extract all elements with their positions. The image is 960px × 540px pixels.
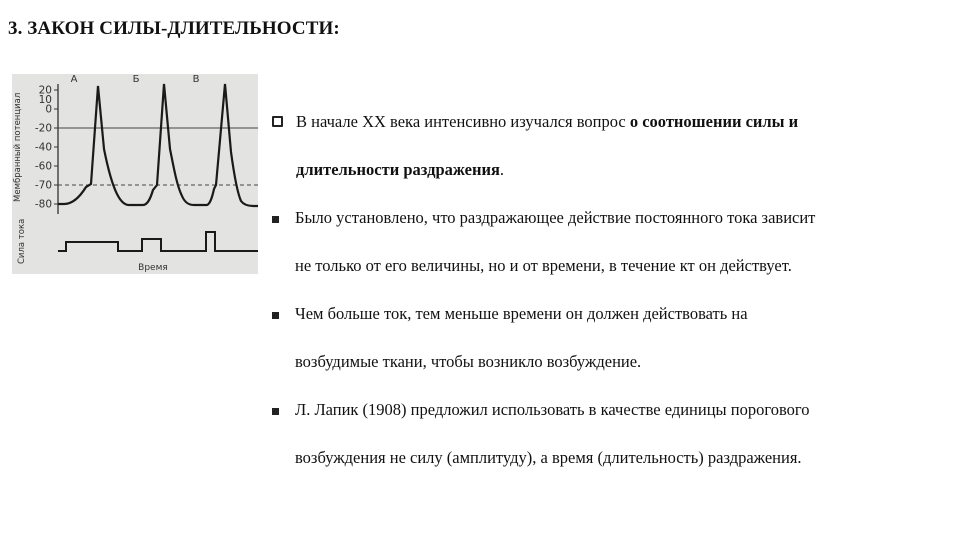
checkbox-bullet-icon — [272, 98, 283, 146]
square-bullet-icon — [272, 290, 279, 338]
y-tick-label: -60 — [34, 160, 52, 173]
paragraph-intro — [272, 98, 952, 194]
slide-content — [272, 98, 952, 482]
strength-duration-figure — [12, 74, 258, 274]
p1-line2-end: . — [499, 160, 505, 179]
p1-line1-bold: о соотношении силы и — [629, 112, 799, 131]
column-label-b: Б — [132, 74, 140, 85]
x-axis-label: Время — [138, 263, 168, 273]
y-tick-label: 0 — [45, 103, 52, 116]
p3-line1: Чем больше ток, тем меньше времени он должен действовать на — [295, 304, 748, 323]
slide-title: 3. ЗАКОН СИЛЫ-ДЛИТЕЛЬНОСТИ: — [8, 18, 340, 39]
column-label-c: В — [192, 74, 200, 85]
p2-line1: Было установлено, что раздражающее действие постоянного тока зависит — [295, 208, 816, 227]
figure-svg — [12, 74, 258, 274]
paragraph-relation — [272, 290, 952, 386]
square-bullet-icon — [272, 386, 279, 434]
square-bullet-icon — [272, 194, 279, 242]
y-tick-label: 20 — [38, 84, 52, 97]
y-tick-label: -20 — [34, 122, 52, 135]
paragraph-finding — [272, 194, 952, 290]
y-tick-label: -80 — [34, 198, 52, 211]
p3-line2: возбудимые ткани, чтобы возникло возбуждение. — [295, 352, 642, 371]
p4-line1: Л. Лапик (1908) предложил использовать в качестве единицы порогового — [295, 400, 810, 419]
paragraph-lapicque — [272, 386, 952, 482]
column-label-a: А — [70, 74, 78, 85]
y-tick-label: -70 — [34, 179, 52, 192]
p2-line2: не только от его величины, но и от времени, в течение кт он действует. — [295, 256, 792, 275]
p4-line2: возбуждения не силу (амплитуду), а время (длительность) раздражения. — [295, 448, 802, 467]
y-tick-label: -40 — [34, 141, 52, 154]
p1-line1-plain: В начале XX века интенсивно изучался вопрос — [296, 112, 630, 131]
stim-axis-label: Сила тока — [17, 218, 27, 264]
y-tick-label: 10 — [38, 94, 52, 106]
p1-line2 — [296, 146, 952, 194]
p1-line2-bold: длительности раздражения — [296, 160, 500, 179]
y-axis-label: Мембранный потенциал — [13, 92, 23, 202]
